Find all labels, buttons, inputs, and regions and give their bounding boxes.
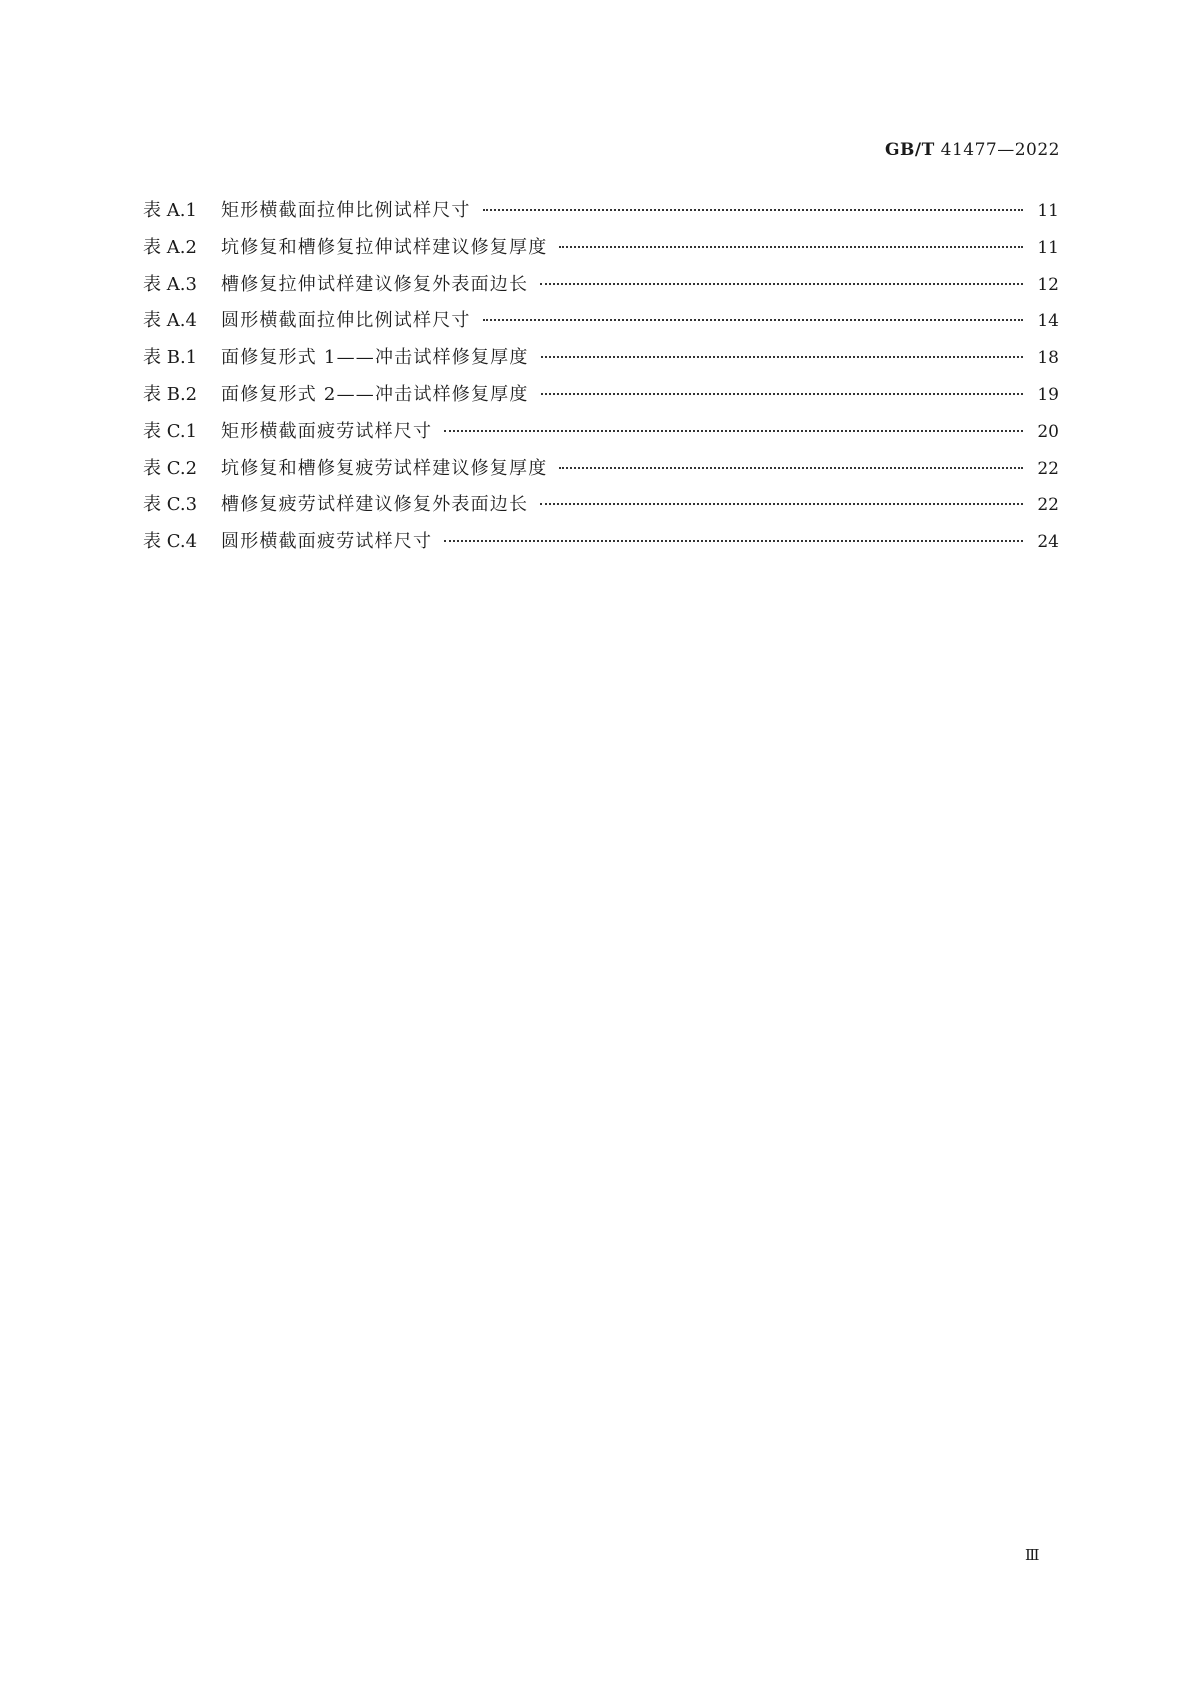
toc-entry-number: 表 C.1 (143, 420, 198, 442)
toc-entry-title: 圆形横截面疲劳试样尺寸 (221, 531, 433, 553)
page-header (885, 140, 1060, 160)
toc-dot-leader (540, 283, 1023, 285)
toc-entry-number: 表 A.4 (143, 310, 197, 332)
toc-entry-title: 矩形横截面拉伸比例试样尺寸 (221, 200, 471, 221)
toc-dot-leader (444, 430, 1023, 432)
toc-dot-leader (541, 393, 1023, 395)
toc-entry-title: 面修复形式 2——冲击试样修复厚度 (221, 383, 529, 405)
toc-entry[interactable] (143, 380, 1059, 417)
toc-dot-leader (483, 319, 1023, 321)
toc-entry[interactable] (143, 454, 1059, 491)
toc-entry-number: 表 A.3 (143, 273, 197, 295)
toc-entry-title: 矩形横截面疲劳试样尺寸 (221, 420, 433, 442)
toc-entry[interactable] (143, 527, 1059, 564)
toc-entry-page: 11 (1037, 237, 1059, 258)
toc-entry[interactable] (143, 490, 1059, 527)
toc-entry-title: 坑修复和槽修复疲劳试样建议修复厚度 (221, 457, 548, 479)
toc-dot-leader (540, 503, 1023, 505)
toc-entry-page: 12 (1037, 274, 1059, 295)
toc-entry[interactable] (143, 233, 1059, 270)
toc-entry[interactable] (143, 196, 1059, 233)
standard-number: 41477—2022 (940, 140, 1060, 160)
toc-entry-number: 表 C.2 (143, 457, 198, 479)
toc-entry-number: 表 B.2 (143, 383, 198, 405)
toc-entry-title: 槽修复疲劳试样建议修复外表面边长 (221, 494, 529, 516)
toc-entry-page: 20 (1037, 421, 1059, 442)
toc-dot-leader (444, 540, 1023, 542)
toc-entry[interactable] (143, 417, 1059, 454)
toc-entry-title: 坑修复和槽修复拉伸试样建议修复厚度 (221, 236, 548, 258)
toc-entry-title: 槽修复拉伸试样建议修复外表面边长 (221, 273, 529, 295)
toc-entry-page: 22 (1037, 495, 1059, 516)
toc-dot-leader (483, 209, 1023, 211)
toc-entry-page: 19 (1037, 384, 1059, 405)
toc-entry-number: 表 A.1 (143, 200, 197, 221)
toc-entry-page: 18 (1037, 348, 1059, 369)
toc-entry[interactable] (143, 306, 1059, 343)
toc-dot-leader (559, 467, 1023, 469)
toc-entry-number: 表 B.1 (143, 347, 198, 369)
page-number: Ⅲ (1025, 1546, 1040, 1564)
toc-entry-page: 22 (1037, 458, 1059, 479)
standard-code: GB/T (885, 140, 935, 160)
toc-entry-number: 表 C.4 (143, 531, 198, 553)
toc-entry-title: 圆形横截面拉伸比例试样尺寸 (221, 310, 471, 332)
toc-entry-title: 面修复形式 1——冲击试样修复厚度 (221, 347, 529, 369)
toc-entry[interactable] (143, 343, 1059, 380)
toc-entry-page: 24 (1037, 532, 1059, 553)
toc-entry[interactable] (143, 270, 1059, 307)
toc-entry-page: 11 (1037, 201, 1059, 221)
toc-dot-leader (559, 246, 1023, 248)
toc-entry-number: 表 C.3 (143, 494, 198, 516)
table-of-contents (143, 196, 1059, 564)
toc-dot-leader (541, 356, 1023, 358)
toc-entry-page: 14 (1037, 311, 1059, 332)
toc-entry-number: 表 A.2 (143, 236, 197, 258)
